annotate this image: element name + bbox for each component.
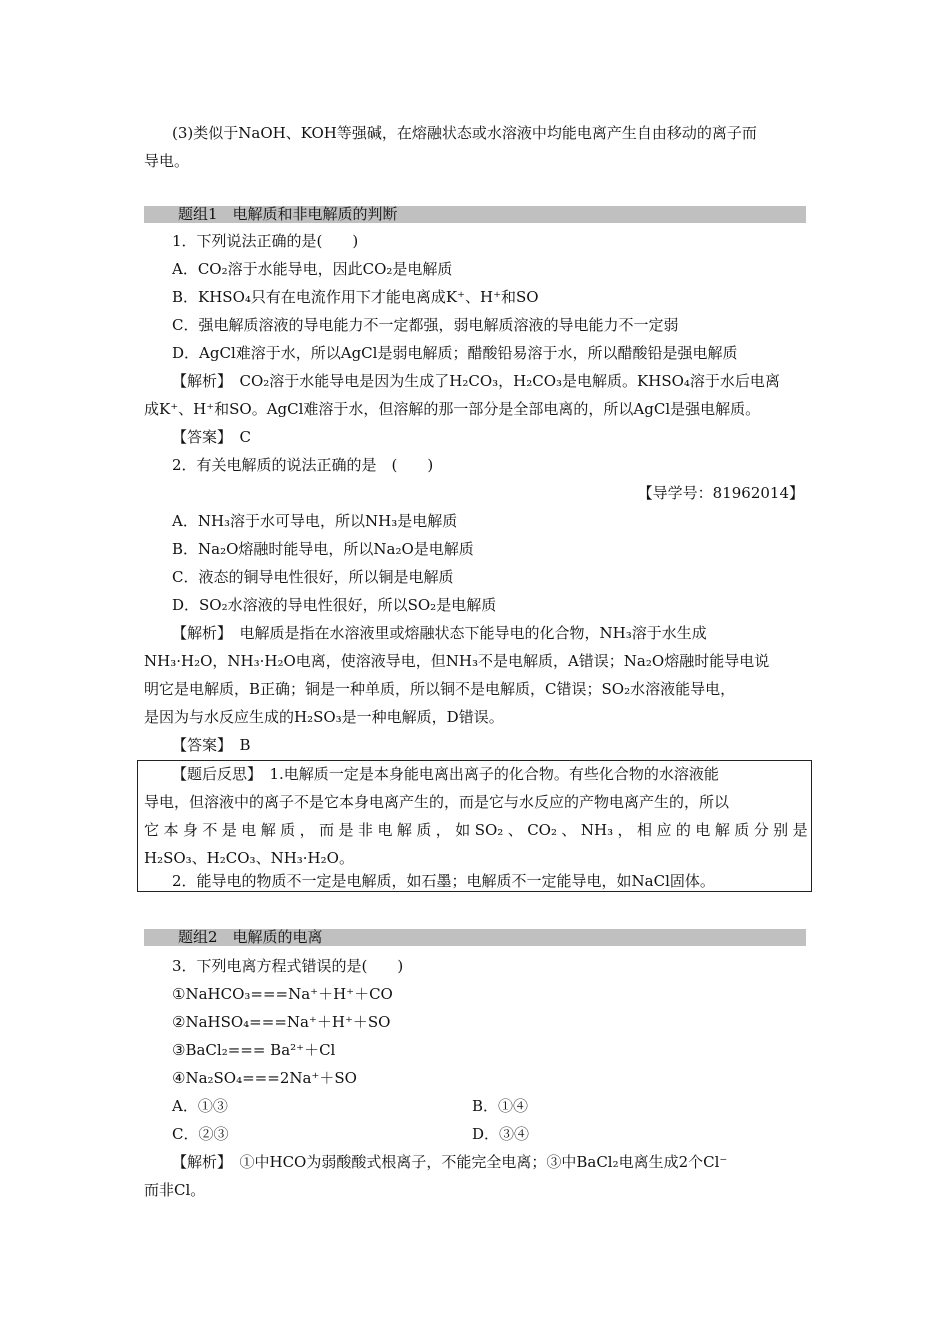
reflection-line-1: 【题后反思】 1.电解质一定是本身能电离出离子的化合物。有些化合物的水溶液能 (172, 765, 719, 783)
q2-stem: 2．有关电解质的说法正确的是 ( ) (172, 456, 434, 474)
q1-answer: 【答案】 C (172, 428, 251, 446)
q2-analysis-line-4: 是因为与水反应生成的H₂SO₃是一种电解质，D错误。 (144, 708, 504, 726)
reflection-line-2: 导电，但溶液中的离子不是它本身电离产生的，而是它与水反应的产物电离产生的，所以 (144, 793, 730, 811)
group1-title: 题组1 电解质和非电解质的判断 (178, 205, 398, 223)
q3-equation-3: ③BaCl₂=== Ba²⁺＋Cl (172, 1041, 336, 1059)
q3-equation-2: ②NaHSO₄===Na⁺＋H⁺＋SO (172, 1013, 391, 1031)
q3-equation-1: ①NaHCO₃===Na⁺＋H⁺＋CO (172, 985, 393, 1003)
q1-stem: 1．下列说法正确的是( ) (172, 232, 359, 250)
q2-analysis-line-1: 【解析】 电解质是指在水溶液里或熔融状态下能导电的化合物，NH₃溶于水生成 (172, 624, 707, 642)
q2-option-a: A．NH₃溶于水可导电，所以NH₃是电解质 (172, 512, 458, 530)
q1-option-d: D．AgCl难溶于水，所以AgCl是弱电解质；醋酸铅易溶于水，所以醋酸铅是强电解质 (172, 344, 738, 362)
group2-header-bar (144, 929, 806, 946)
q1-option-b: B．KHSO₄只有在电流作用下才能电离成K⁺、H⁺和SO (172, 288, 539, 306)
reflection-line-5: 2．能导电的物质不一定是电解质，如石墨；电解质不一定能导电，如NaCl固体。 (172, 872, 715, 890)
q2-answer: 【答案】 B (172, 736, 251, 754)
q1-option-a: A．CO₂溶于水能导电，因此CO₂是电解质 (172, 260, 453, 278)
q3-option-b: B．①④ (472, 1097, 529, 1115)
group2-title: 题组2 电解质的电离 (178, 928, 323, 946)
q2-option-b: B．Na₂O熔融时能导电，所以Na₂O是电解质 (172, 540, 474, 558)
q2-option-d: D．SO₂水溶液的导电性很好，所以SO₂是电解质 (172, 596, 497, 614)
q3-option-d: D．③④ (472, 1125, 530, 1143)
q3-option-c: C．②③ (172, 1125, 229, 1143)
q3-equation-4: ④Na₂SO₄===2Na⁺＋SO (172, 1069, 357, 1087)
intro-line-2: 导电。 (144, 152, 190, 170)
q2-option-c: C．液态的铜导电性很好，所以铜是电解质 (172, 568, 454, 586)
group1-header-bar (144, 206, 806, 223)
reflection-line-4: H₂SO₃、H₂CO₃、NH₃·H₂O。 (144, 849, 354, 867)
intro-line-1: (3)类似于NaOH、KOH等强碱，在熔融状态或水溶液中均能电离产生自由移动的离子而 (172, 124, 757, 142)
q2-guide-number: 【导学号：81962014】 (637, 484, 804, 502)
q3-analysis-line-1: 【解析】 ①中HCO为弱酸酸式根离子，不能完全电离；③中BaCl₂电离生成2个Cl⁻ (172, 1153, 728, 1171)
q3-analysis-line-2: 而非Cl。 (144, 1181, 206, 1199)
q2-analysis-line-2: NH₃·H₂O，NH₃·H₂O电离，使溶液导电，但NH₃不是电解质，A错误；Na₂O熔融时能导电说 (144, 652, 770, 670)
reflection-line-3: 它 本 身 不 是 电 解 质 ， 而 是 非 电 解 质 ， 如 SO₂ 、 CO₂ 、 NH₃ ， 相 应 的 电 解 质 分 别 是 (144, 821, 808, 839)
q2-analysis-line-3: 明它是电解质，B正确；铜是一种单质，所以铜不是电解质，C错误；SO₂水溶液能导电， (144, 680, 736, 698)
q1-analysis-line-2: 成K⁺、H⁺和SO。AgCl难溶于水，但溶解的那一部分是全部电离的，所以AgCl是强电解质。 (144, 400, 761, 418)
q3-stem: 3．下列电离方程式错误的是( ) (172, 957, 404, 975)
q1-option-c: C．强电解质溶液的导电能力不一定都强，弱电解质溶液的导电能力不一定弱 (172, 316, 679, 334)
q3-option-a: A．①③ (172, 1097, 228, 1115)
q1-analysis-line-1: 【解析】 CO₂溶于水能导电是因为生成了H₂CO₃，H₂CO₃是电解质。KHSO₄溶于水后电离 (172, 372, 780, 390)
